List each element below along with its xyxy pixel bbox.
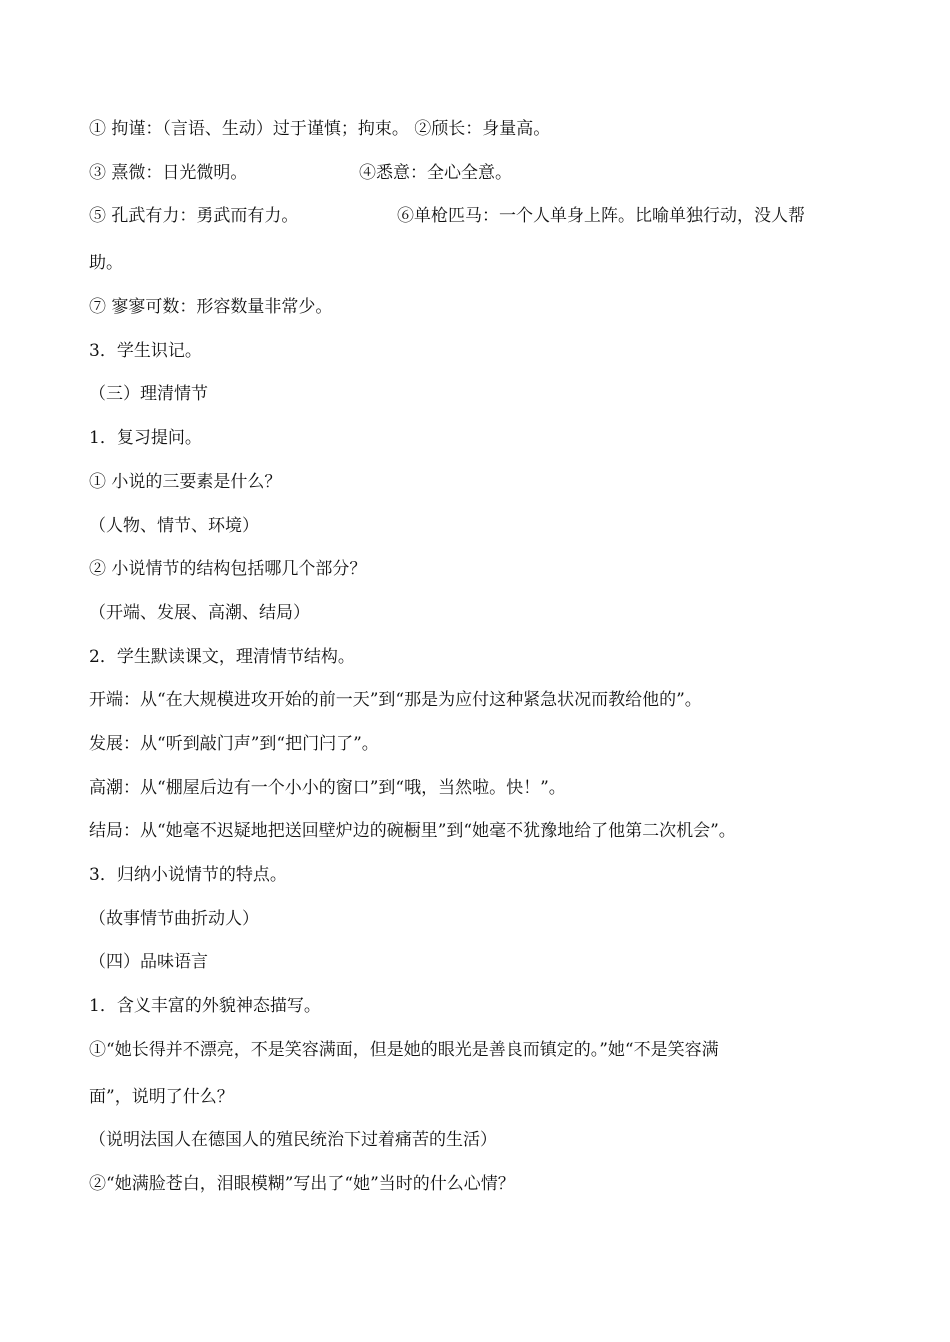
language-question-1: ①“她长得并不漂亮，不是笑容满面，但是她的眼光是善良而镇定的。”她“不是笑容满 [89,1039,719,1060]
section-heading-plot: （三）理清情节 [89,384,208,405]
vocab-item-7: ⑦ 寥寥可数：形容数量非常少。 [89,297,333,318]
plot-opening: 开端：从“在大规模进攻开始的前一天”到“那是为应付这种紧急状况而教给他的”。 [89,690,702,711]
vocab-item-3: ③ 熹微：日光微明。 [89,162,248,183]
step-summarize: 3．归纳小说情节的特点。 [89,865,287,885]
vocab-line-1: ① 拘谨：（言语、生动）过于谨慎；拘束。 ②颀长：身量高。 [89,119,551,139]
vocab-item-5: ⑤ 孔武有力：勇武而有力。 [89,206,299,227]
step-review-questions: 1．复习提问。 [89,428,202,449]
summary-answer: （故事情节曲折动人） [89,908,259,929]
question-1: ① 小说的三要素是什么？ [89,471,282,492]
vocab-line-3-continued: 助。 [89,253,123,274]
vocab-item-6: ⑥单枪匹马：一个人单身上阵。比喻单独行动，没人帮 [397,206,805,227]
language-answer-1: （说明法国人在德国人的殖民统治下过着痛苦的生活） [89,1130,497,1151]
plot-climax: 高潮：从“棚屋后边有一个小小的窗口”到“哦，当然啦。快！”。 [89,777,566,798]
answer-2: （开端、发展、高潮、结局） [89,602,310,623]
language-question-1-continued: 面”，说明了什么？ [89,1086,234,1107]
plot-development: 发展：从“听到敲门声”到“把门闩了”。 [89,733,379,754]
vocab-item-4: ④悉意：全心全意。 [359,162,512,183]
question-2: ② 小说情节的结构包括哪几个部分？ [89,559,367,580]
section-heading-language: （四）品味语言 [89,952,208,973]
step-silent-reading: 2．学生默读课文，理清情节结构。 [89,646,355,667]
plot-ending: 结局：从“她毫不迟疑地把送回壁炉边的碗橱里”到“她毫不犹豫地给了他第二次机会”。 [89,821,736,842]
vocab-line-2 [89,162,869,184]
answer-1: （人物、情节、环境） [89,515,259,536]
vocab-line-3 [89,205,869,227]
step-memorize: 3．学生识记。 [89,340,202,361]
document-page [89,118,869,1217]
step-description: 1．含义丰富的外貌神态描写。 [89,996,321,1017]
language-question-2: ②“她满脸苍白，泪眼模糊”写出了“她”当时的什么心情？ [89,1174,515,1195]
